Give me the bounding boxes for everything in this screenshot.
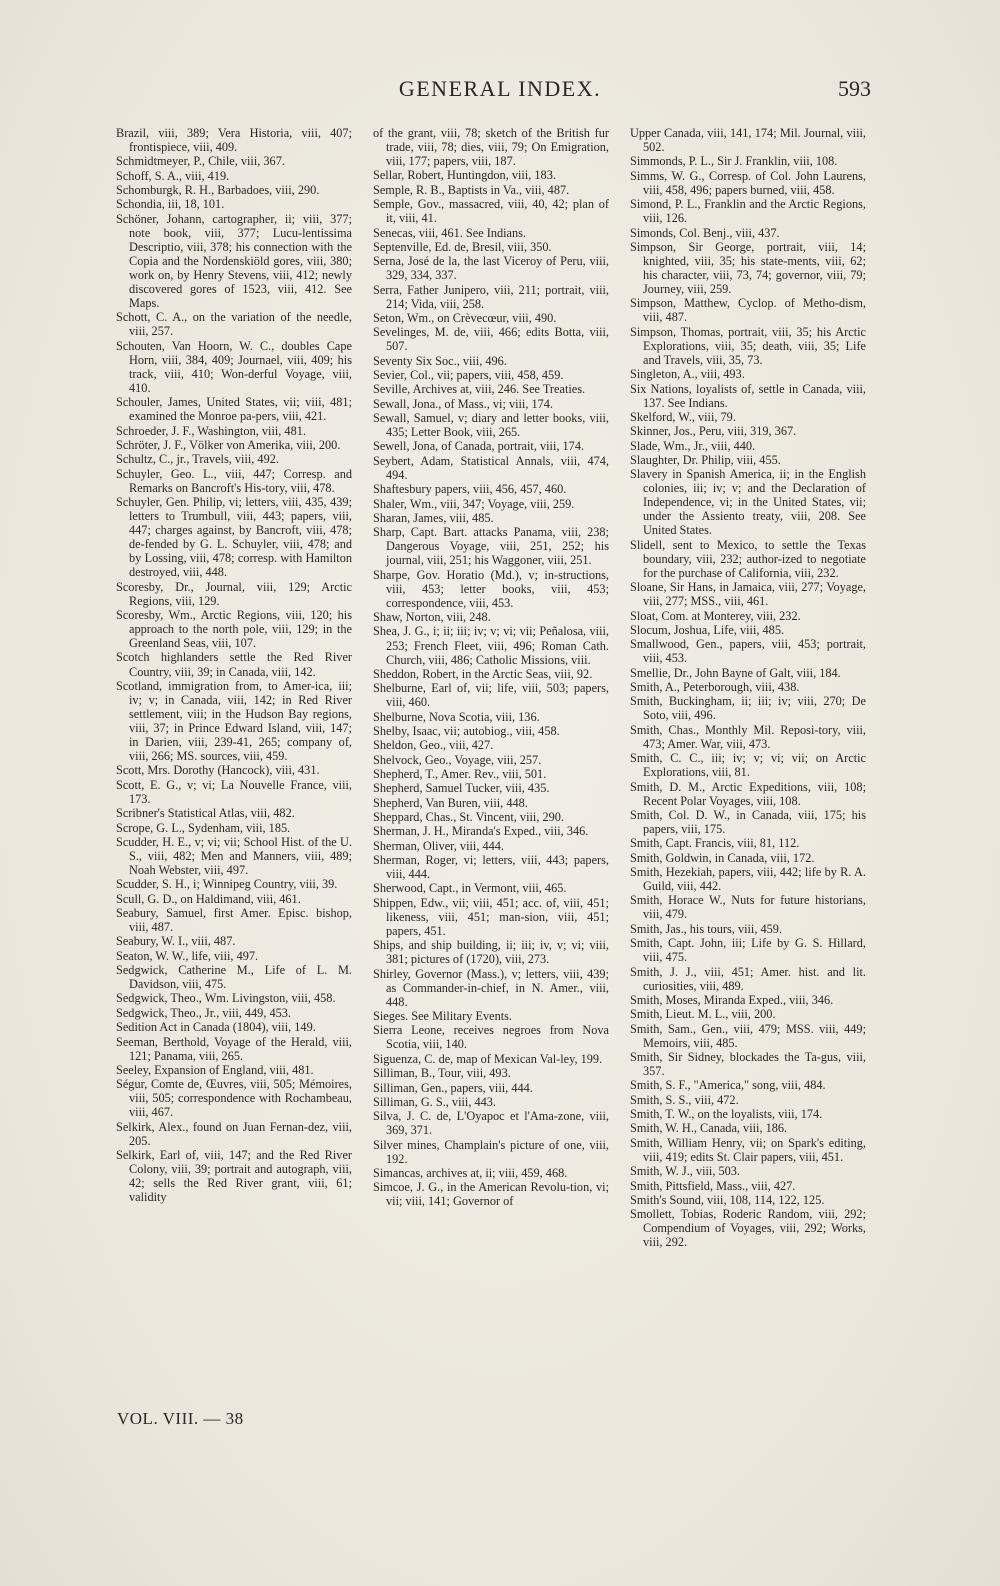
index-entry: Serna, José de la, the last Viceroy of Peru, viii, 329, 334, 337. (373, 254, 609, 283)
index-entry: Shaftesbury papers, viii, 456, 457, 460. (373, 482, 567, 497)
index-entry: Smith, T. W., on the loyalists, viii, 174. (630, 1107, 823, 1122)
index-entry: Silliman, G. S., viii, 443. (373, 1094, 496, 1109)
index-entry: Shelvock, Geo., Voyage, viii, 257. (373, 752, 542, 767)
index-entry: Seeman, Berthold, Voyage of the Herald, viii, 121; Panama, viii, 265. (116, 1034, 352, 1063)
index-column-3 (630, 126, 866, 1250)
index-entry: Schott, C. A., on the variation of the needle, viii, 257. (116, 310, 352, 339)
index-entry: Schröter, J. F., Völker von Amerika, viii, 200. (116, 438, 341, 452)
index-entry: Smith, C. C., iii; iv; v; vi; vii; on Arctic Explorations, viii, 81. (630, 751, 866, 780)
index-entry: Senecas, viii, 461. See Indians. (373, 225, 526, 240)
index-entry: Smith, Capt. Francis, viii, 81, 112. (630, 836, 800, 851)
index-entry: Upper Canada, viii, 141, 174; Mil. Journal, viii, 502. (630, 126, 866, 155)
index-entry: Sevelinges, M. de, viii, 466; edits Botta, viii, 507. (373, 325, 609, 354)
index-entry: Selkirk, Alex., found on Juan Fernan-dez, viii, 205. (116, 1119, 352, 1148)
index-entry: Sewall, Jona., of Mass., vi; viii, 174. (373, 396, 554, 411)
index-entry: Smith, S. F., "America," song, viii, 484. (630, 1078, 826, 1093)
index-entry: Smith, A., Peterborough, viii, 438. (630, 680, 800, 695)
index-entry: Smith, Hezekiah, papers, viii, 442; life by R. A. Guild, viii, 442. (630, 865, 866, 894)
index-entry: Simcoe, J. G., in the American Revolu-tion, vi; vii; viii, 141; Governor of (373, 1180, 609, 1209)
index-entry: Shepherd, Samuel Tucker, viii, 435. (373, 781, 550, 796)
index-entry: Silva, J. C. de, L'Oyapoc et l'Ama-zone, viii, 369, 371. (373, 1109, 609, 1138)
index-entry: Smith, Capt. John, iii; Life by G. S. Hillard, viii, 475. (630, 936, 866, 965)
index-entry: Scribner's Statistical Atlas, viii, 482. (116, 806, 295, 821)
index-entry: Seventy Six Soc., viii, 496. (373, 353, 507, 368)
index-entry: Shippen, Edw., vii; viii, 451; acc. of, viii, 451; likeness, viii, 451; man-sion, viii, 451; papers, 451. (373, 895, 609, 938)
index-entry: Scoresby, Wm., Arctic Regions, viii, 120; his approach to the north pole, viii, 129; in the Greenland Seas, viii, 107. (116, 608, 352, 651)
index-entry: Shirley, Governor (Mass.), v; letters, viii, 439; as Commander-in-chief, in N. Amer., viii, 448. (373, 966, 609, 1009)
index-entry: Shepherd, T., Amer. Rev., viii, 501. (373, 767, 547, 782)
index-entry: Schondia, iii, 18, 101. (116, 197, 225, 212)
index-entry: Smith, Pittsfield, Mass., viii, 427. (630, 1178, 796, 1193)
index-entry: Sedgwick, Catherine M., Life of L. M. Davidson, viii, 475. (116, 963, 352, 992)
index-entry: Seabury, W. I., viii, 487. (116, 934, 236, 949)
page-number: 593 (838, 76, 871, 101)
index-entry: Smith, Jas., his tours, viii, 459. (630, 921, 783, 936)
index-entry: Sherman, J. H., Miranda's Exped., viii, 346. (373, 824, 589, 839)
index-entry: Sharpe, Gov. Horatio (Md.), v; in-structions, viii, 453; letter books, viii, 453; correspondence, viii, 453. (373, 567, 609, 610)
index-entry: Schouler, James, United States, vii; viii, 481; examined the Monroe pa-pers, viii, 421. (116, 395, 352, 424)
index-entry: Slavery in Spanish America, ii; in the English colonies, iii; iv; v; and the Declaration of Independence, vi; in the United States, vii; under the Assiento treaty, viii, 208. See United States. (630, 467, 866, 538)
index-entry: Smellie, Dr., John Bayne of Galt, viii, 184. (630, 665, 841, 680)
index-entry: Scoresby, Dr., Journal, viii, 129; Arctic Regions, viii, 129. (116, 579, 352, 608)
index-entry: Slidell, sent to Mexico, to settle the Texas boundary, viii, 232; author-ized to negotiate for the purchase of California, viii, 232. (630, 537, 866, 580)
index-entry: Sieges. See Military Events. (373, 1009, 513, 1024)
index-entry: Scudder, S. H., i; Winnipeg Country, viii, 39. (116, 877, 338, 892)
index-entry: Semple, Gov., massacred, viii, 40, 42; plan of it, viii, 41. (373, 197, 609, 226)
index-entry: Sherman, Oliver, viii, 444. (373, 838, 504, 853)
index-entry: Sedition Act in Canada (1804), viii, 149. (116, 1020, 316, 1035)
index-entry: Sedgwick, Theo., Wm. Livingston, viii, 458. (116, 991, 336, 1006)
index-entry: Scott, E. G., v; vi; La Nouvelle France, viii, 173. (116, 777, 352, 806)
index-entry: Shelby, Isaac, vii; autobiog., viii, 458. (373, 723, 560, 738)
index-entry: Scotch highlanders settle the Red River Country, viii, 39; in Canada, viii, 142. (116, 650, 352, 679)
index-entry: Schuyler, Geo. L., viii, 447; Corresp. and Remarks on Bancroft's His-tory, viii, 478. (116, 466, 352, 495)
index-column-2 (373, 126, 609, 1209)
index-entry: Simpson, Sir George, portrait, viii, 14; knighted, viii, 35; his state-ments, viii, 62; his character, viii, 73, 74; governor, viii, 79; Journey, viii, 259. (630, 239, 866, 296)
index-entry: Shea, J. G., i; ii; iii; iv; v; vi; vii; Peñalosa, viii, 253; French Fleet, viii, 496; Roman Cath. Church, viii, 486; Catholic Missions, viii. (373, 624, 609, 667)
index-entry: Simond, P. L., Franklin and the Arctic Regions, viii, 126. (630, 197, 866, 226)
index-entry: Seeley, Expansion of England, viii, 481. (116, 1062, 314, 1077)
index-entry: Sedgwick, Theo., Jr., viii, 449, 453. (116, 1005, 291, 1020)
index-entry: Schoff, S. A., viii, 419. (116, 168, 230, 183)
index-entry: Scott, Mrs. Dorothy (Hancock), viii, 431. (116, 763, 320, 778)
index-entry: Seabury, Samuel, first Amer. Episc. bishop, viii, 487. (116, 906, 352, 935)
index-entry: Shaler, Wm., viii, 347; Voyage, viii, 259. (373, 496, 575, 511)
index-entry: Septenville, Ed. de, Bresil, viii, 350. (373, 239, 552, 254)
index-entry: Schroeder, J. F., Washington, viii, 481. (116, 423, 306, 438)
running-title: GENERAL INDEX. (398, 76, 602, 101)
index-entry: Silliman, Gen., papers, viii, 444. (373, 1080, 533, 1095)
index-entry: Silliman, B., Tour, viii, 493. (373, 1066, 511, 1081)
index-entry: Shepherd, Van Buren, viii, 448. (373, 795, 528, 810)
index-entry: Smith, Lieut. M. L., viii, 200. (630, 1007, 776, 1022)
index-entry: Sloat, Com. at Monterey, viii, 232. (630, 608, 801, 623)
index-entry: Siguenza, C. de, map of Mexican Val-ley, 199. (373, 1051, 603, 1066)
index-entry: Sheddon, Robert, in the Arctic Seas, viii, 92. (373, 666, 593, 681)
index-entry: Schuyler, Gen. Philip, vi; letters, viii, 435, 439; letters to Trumbull, viii, 443; papers, viii, 447; charges against, by Bancroft, viii, 478; de-fended by G. L. Schuyler, viii, 478; and by Lossing, viii, 478; corresp. with Hamilton destroyed, viii, 448. (116, 495, 352, 580)
index-entry: Sewall, Samuel, v; diary and letter books, viii, 435; Letter Book, viii, 265. (373, 411, 609, 440)
index-entry: Silver mines, Champlain's picture of one, viii, 192. (373, 1137, 609, 1166)
index-entry: Scotland, immigration from, to Amer-ica, iii; iv; v; in Canada, viii, 142; in Red River settlement, viii; in the Hudson Bay regions, viii, 37; in Prince Edward Island, viii, 147; in Darien, viii, 239-41, 265; company of, viii, 266; MS. sources, viii, 459. (116, 678, 352, 764)
volume-signature: VOL. VIII. — 38 (117, 1409, 244, 1428)
index-entry: Selkirk, Earl of, viii, 147; and the Red River Colony, viii, 39; portrait and autograph, viii, 42; sells the Red River grant, viii, 61; validity (116, 1148, 352, 1205)
index-entry: Simms, W. G., Corresp. of Col. John Laurens, viii, 458, 496; papers burned, viii, 458. (630, 168, 866, 197)
index-entry: Smith, Moses, Miranda Exped., viii, 346. (630, 992, 834, 1007)
index-entry: Sloane, Sir Hans, in Jamaica, viii, 277; Voyage, viii, 277; MSS., viii, 461. (630, 580, 866, 609)
index-entry: Slaughter, Dr. Philip, viii, 455. (630, 452, 781, 467)
index-entry: Schultz, C., jr., Travels, viii, 492. (116, 452, 279, 467)
index-entry: Singleton, A., viii, 493. (630, 367, 745, 382)
index-entry: Smith, W. J., viii, 503. (630, 1164, 741, 1179)
index-entry: Shelburne, Earl of, vii; life, viii, 503; papers, viii, 460. (373, 681, 609, 710)
index-entry: Simancas, archives at, ii; viii, 459, 468. (373, 1165, 568, 1180)
index-entry: Sheppard, Chas., St. Vincent, viii, 290. (373, 810, 564, 825)
index-entry: Smith, Chas., Monthly Mil. Reposi-tory, viii, 473; Amer. War, viii, 473. (630, 722, 866, 751)
index-entry: Smith, William Henry, vii; on Spark's editing, viii, 419; edits St. Clair papers, viii, 451. (630, 1135, 866, 1164)
index-entry: Sierra Leone, receives negroes from Nova Scotia, viii, 140. (373, 1023, 609, 1052)
index-entry: Simonds, Col. Benj., viii, 437. (630, 225, 780, 240)
index-entry: Smith, Horace W., Nuts for future historians, viii, 479. (630, 893, 866, 922)
index-entry: Seton, Wm., on Crèvecœur, viii, 490. (373, 310, 557, 325)
index-entry: Smith, D. M., Arctic Expeditions, viii, 108; Recent Polar Voyages, viii, 108. (630, 779, 866, 808)
index-entry: of the grant, viii, 78; sketch of the British fur trade, viii, 78; dies, viii, 79; On Emigration, viii, 177; papers, viii, 187. (373, 126, 609, 169)
index-entry: Ségur, Comte de, Œuvres, viii, 505; Mémoires, viii, 505; correspondence with Rochambeau, viii, 467. (116, 1077, 352, 1120)
index-entry: Smith's Sound, viii, 108, 114, 122, 125. (630, 1192, 825, 1207)
index-entry: Skelford, W., viii, 79. (630, 409, 736, 424)
index-entry: Slocum, Joshua, Life, viii, 485. (630, 622, 785, 637)
index-entry: Scrope, G. L., Sydenham, viii, 185. (116, 820, 291, 835)
index-entry: Brazil, viii, 389; Vera Historia, viii, 407; frontispiece, viii, 409. (116, 126, 352, 155)
index-entry: Ships, and ship building, ii; iii; iv, v; vi; viii, 381; pictures of (1720), viii, 273. (373, 938, 609, 967)
index-entry: Sharp, Capt. Bart. attacks Panama, viii, 238; Dangerous Voyage, viii, 251, 252; his journal, viii, 251; his Waggoner, viii, 251. (373, 525, 609, 568)
index-entry: Smith, Goldwin, in Canada, viii, 172. (630, 850, 815, 865)
index-entry: Simpson, Matthew, Cyclop. of Metho-dism, viii, 487. (630, 296, 866, 325)
index-entry: Seville, Archives at, viii, 246. See Treaties. (373, 382, 586, 397)
index-entry: Serra, Father Junipero, viii, 211; portrait, viii, 214; Vida, viii, 258. (373, 282, 609, 311)
index-entry: Simmonds, P. L., Sir J. Franklin, viii, 108. (630, 154, 838, 169)
index-entry: Slade, Wm., Jr., viii, 440. (630, 438, 756, 453)
index-entry: Semple, R. B., Baptists in Va., viii, 487. (373, 182, 570, 197)
index-entry: Scudder, H. E., v; vi; vii; School Hist. of the U. S., viii, 482; Men and Manners, viii, 489; Noah Webster, viii, 497. (116, 834, 352, 877)
index-entry: Smith, S. S., viii, 472. (630, 1092, 739, 1107)
index-entry: Smith, Buckingham, ii; iii; iv; viii, 270; De Soto, viii, 496. (630, 694, 866, 723)
index-entry: Scull, G. D., on Haldimand, viii, 461. (116, 891, 301, 906)
index-entry: Smollett, Tobias, Roderic Random, viii, 292; Compendium of Voyages, viii, 292; Works, viii, 292. (630, 1207, 866, 1250)
index-entry: Six Nations, loyalists of, settle in Canada, viii, 137. See Indians. (630, 381, 866, 410)
index-entry: Smith, Sam., Gen., viii, 479; MSS. viii, 449; Memoirs, viii, 485. (630, 1021, 866, 1050)
index-entry: Smith, W. H., Canada, viii, 186. (630, 1121, 788, 1136)
index-entry: Seybert, Adam, Statistical Annals, viii, 474, 494. (373, 453, 609, 482)
index-entry: Smith, J. J., viii, 451; Amer. hist. and lit. curiosities, viii, 489. (630, 964, 866, 993)
index-entry: Schouten, Van Hoorn, W. C., doubles Cape Horn, viii, 384, 409; Journael, viii, 409; his track, viii, 410; Won-derful Voyage, viii, 410. (116, 338, 352, 395)
index-entry: Smith, Col. D. W., in Canada, viii, 175; his papers, viii, 175. (630, 807, 866, 837)
index-entry: Simpson, Thomas, portrait, viii, 35; his Arctic Explorations, viii, 35; death, viii, 35; Life and Travels, viii, 35, 73. (630, 324, 866, 367)
index-entry: Sevier, Col., vii; papers, viii, 458, 459. (373, 368, 564, 383)
index-entry: Sewell, Jona, of Canada, portrait, viii, 174. (373, 439, 585, 454)
index-entry: Sellar, Robert, Huntingdon, viii, 183. (373, 168, 556, 183)
index-entry: Schomburgk, R. H., Barbadoes, viii, 290. (116, 183, 320, 198)
index-entry: Smith, Sir Sidney, blockades the Ta-gus, viii, 357. (630, 1050, 866, 1079)
index-entry: Schmidtmeyer, P., Chile, viii, 367. (116, 154, 285, 169)
index-entry: Shaw, Norton, viii, 248. (373, 610, 491, 625)
index-entry: Shelburne, Nova Scotia, viii, 136. (373, 709, 540, 724)
index-column-1 (116, 126, 352, 1205)
index-entry: Sherman, Roger, vi; letters, viii, 443; papers, viii, 444. (373, 853, 609, 882)
index-entry: Seaton, W. W., life, viii, 497. (116, 948, 259, 963)
index-entry: Sheldon, Geo., viii, 427. (373, 738, 494, 753)
index-entry: Smallwood, Gen., papers, viii, 453; portrait, viii, 453. (630, 637, 866, 666)
index-entry: Sherwood, Capt., in Vermont, viii, 465. (373, 881, 567, 896)
index-entry: Skinner, Jos., Peru, viii, 319, 367. (630, 424, 797, 439)
index-entry: Sharan, James, viii, 485. (373, 510, 494, 525)
index-entry: Schöner, Johann, cartographer, ii; viii, 377; note book, viii, 377; Lucu-lentissima Descriptio, viii, 378; his connection with the Copia and the Nordenskiöld gores, viii, 380; work on, by Henry Stevens, viii, 412; newly discovered gores of 1523, viii, 412. See Maps. (116, 211, 352, 311)
